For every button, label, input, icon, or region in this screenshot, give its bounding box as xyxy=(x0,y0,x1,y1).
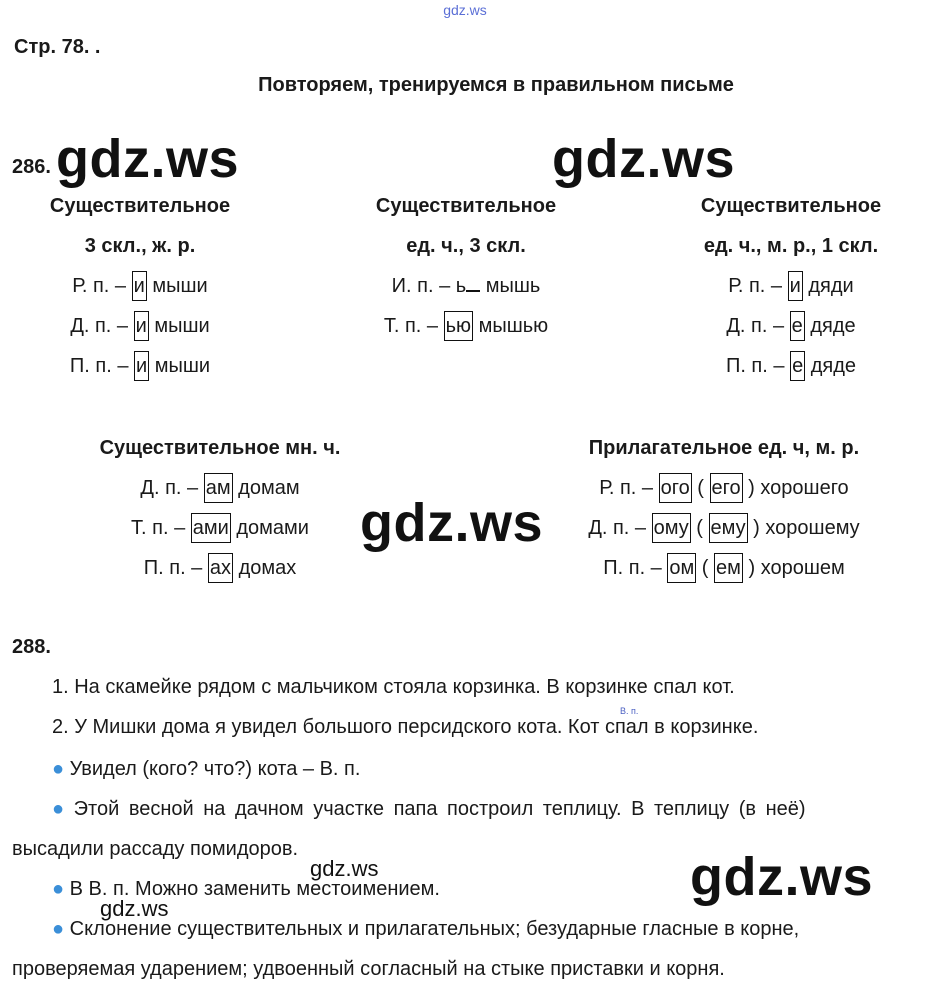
column-title: Существительное xyxy=(49,195,231,217)
exercise-288-number: 288. xyxy=(12,636,51,658)
case-row: Т. п. – ью мышью xyxy=(346,306,586,346)
exercise-286-number: 286. xyxy=(12,156,51,178)
case-row: П. п. – ом ( ем ) хорошем xyxy=(536,548,912,588)
watermark-big-4: gdz.ws xyxy=(690,847,874,907)
declension-column-3 xyxy=(660,186,922,386)
ending-box: и xyxy=(132,271,147,301)
declension-column-4 xyxy=(60,428,380,588)
watermark-big-3: gdz.ws xyxy=(360,493,544,553)
sentence-2: 2. У Мишки дома я увидел большого персидского кота. Кот спал в корзинке. xyxy=(52,716,759,738)
ending-box: е xyxy=(790,351,805,381)
bullet-line-3: ● В В. п. Можно заменить местоимением. xyxy=(52,878,440,900)
bullet-line-4: ● Склонение существительных и прилагательных; безударные гласные в корне, xyxy=(52,918,800,940)
case-row: Д. п. – е дяде xyxy=(660,306,922,346)
bullet-line-2: ● Этой весной на дачном участке папа построил теплицу. В теплицу (в неё) xyxy=(52,798,806,820)
case-row: П. п. – и мыши xyxy=(20,346,260,386)
case-row: П. п. – ах домах xyxy=(60,548,380,588)
case-row: Р. п. – и дяди xyxy=(660,266,922,306)
ending-box: его xyxy=(710,473,743,503)
ending-box: ам xyxy=(204,473,233,503)
page-reference: Стр. 78. . xyxy=(14,36,101,58)
ending-box: и xyxy=(134,351,149,381)
column-subtitle: ед. ч., 3 скл. xyxy=(406,235,526,257)
case-row: Д. п. – и мыши xyxy=(20,306,260,346)
bullet-line-1: ● Увидел (кого? что?) кота – В. п. xyxy=(52,758,361,780)
ending-box: ью xyxy=(444,311,473,341)
declension-column-2 xyxy=(346,186,586,346)
ending-box xyxy=(466,290,480,292)
column-title: Существительное xyxy=(375,195,557,217)
case-row: Д. п. – ому ( ему ) хорошему xyxy=(536,508,912,548)
bullet-line-4-continued: проверяемая ударением; удвоенный согласный на стыке приставки и корня. xyxy=(12,958,725,980)
column-title: Прилагательное ед. ч, м. р. xyxy=(588,437,860,459)
bullet-icon: ● xyxy=(52,878,65,900)
column-title: Существительное xyxy=(700,195,882,217)
case-row: Р. п. – ого ( его ) хорошего xyxy=(536,468,912,508)
bullet-icon: ● xyxy=(52,918,65,940)
ending-box: ем xyxy=(714,553,743,583)
ending-box: ами xyxy=(191,513,231,543)
watermark-big-2: gdz.ws xyxy=(552,129,736,189)
watermark-small-1: gdz.ws xyxy=(310,856,379,881)
column-title: Существительное мн. ч. xyxy=(99,437,341,459)
section-heading: Повторяем, тренируемся в правильном письме xyxy=(258,74,734,96)
ending-box: ему xyxy=(709,513,748,543)
bullet-icon: ● xyxy=(52,798,65,820)
top-watermark: gdz.ws xyxy=(443,2,487,18)
case-annotation: В. п. xyxy=(620,706,639,716)
case-row: Т. п. – ами домами xyxy=(60,508,380,548)
ending-box: ах xyxy=(208,553,233,583)
ending-box: и xyxy=(134,311,149,341)
column-subtitle: 3 скл., ж. р. xyxy=(84,235,196,257)
declension-column-5 xyxy=(536,428,912,588)
case-row: И. п. – ь мышь xyxy=(391,275,541,297)
watermark-small-2: gdz.ws xyxy=(100,896,169,921)
ending-box: ого xyxy=(659,473,692,503)
ending-box: и xyxy=(788,271,803,301)
ending-box: е xyxy=(790,311,805,341)
case-row: Д. п. – ам домам xyxy=(60,468,380,508)
declension-column-1 xyxy=(20,186,260,386)
bullet-line-2-continued: высадили рассаду помидоров. xyxy=(12,838,299,860)
column-subtitle: ед. ч., м. р., 1 скл. xyxy=(703,235,879,257)
ending-box: ому xyxy=(652,513,691,543)
case-row: Р. п. – и мыши xyxy=(20,266,260,306)
watermark-big-1: gdz.ws xyxy=(56,129,240,189)
case-row: П. п. – е дяде xyxy=(660,346,922,386)
bullet-icon: ● xyxy=(52,758,65,780)
ending-box: ом xyxy=(667,553,696,583)
sentence-1: 1. На скамейке рядом с мальчиком стояла корзинка. В корзинке спал кот. xyxy=(52,676,735,698)
